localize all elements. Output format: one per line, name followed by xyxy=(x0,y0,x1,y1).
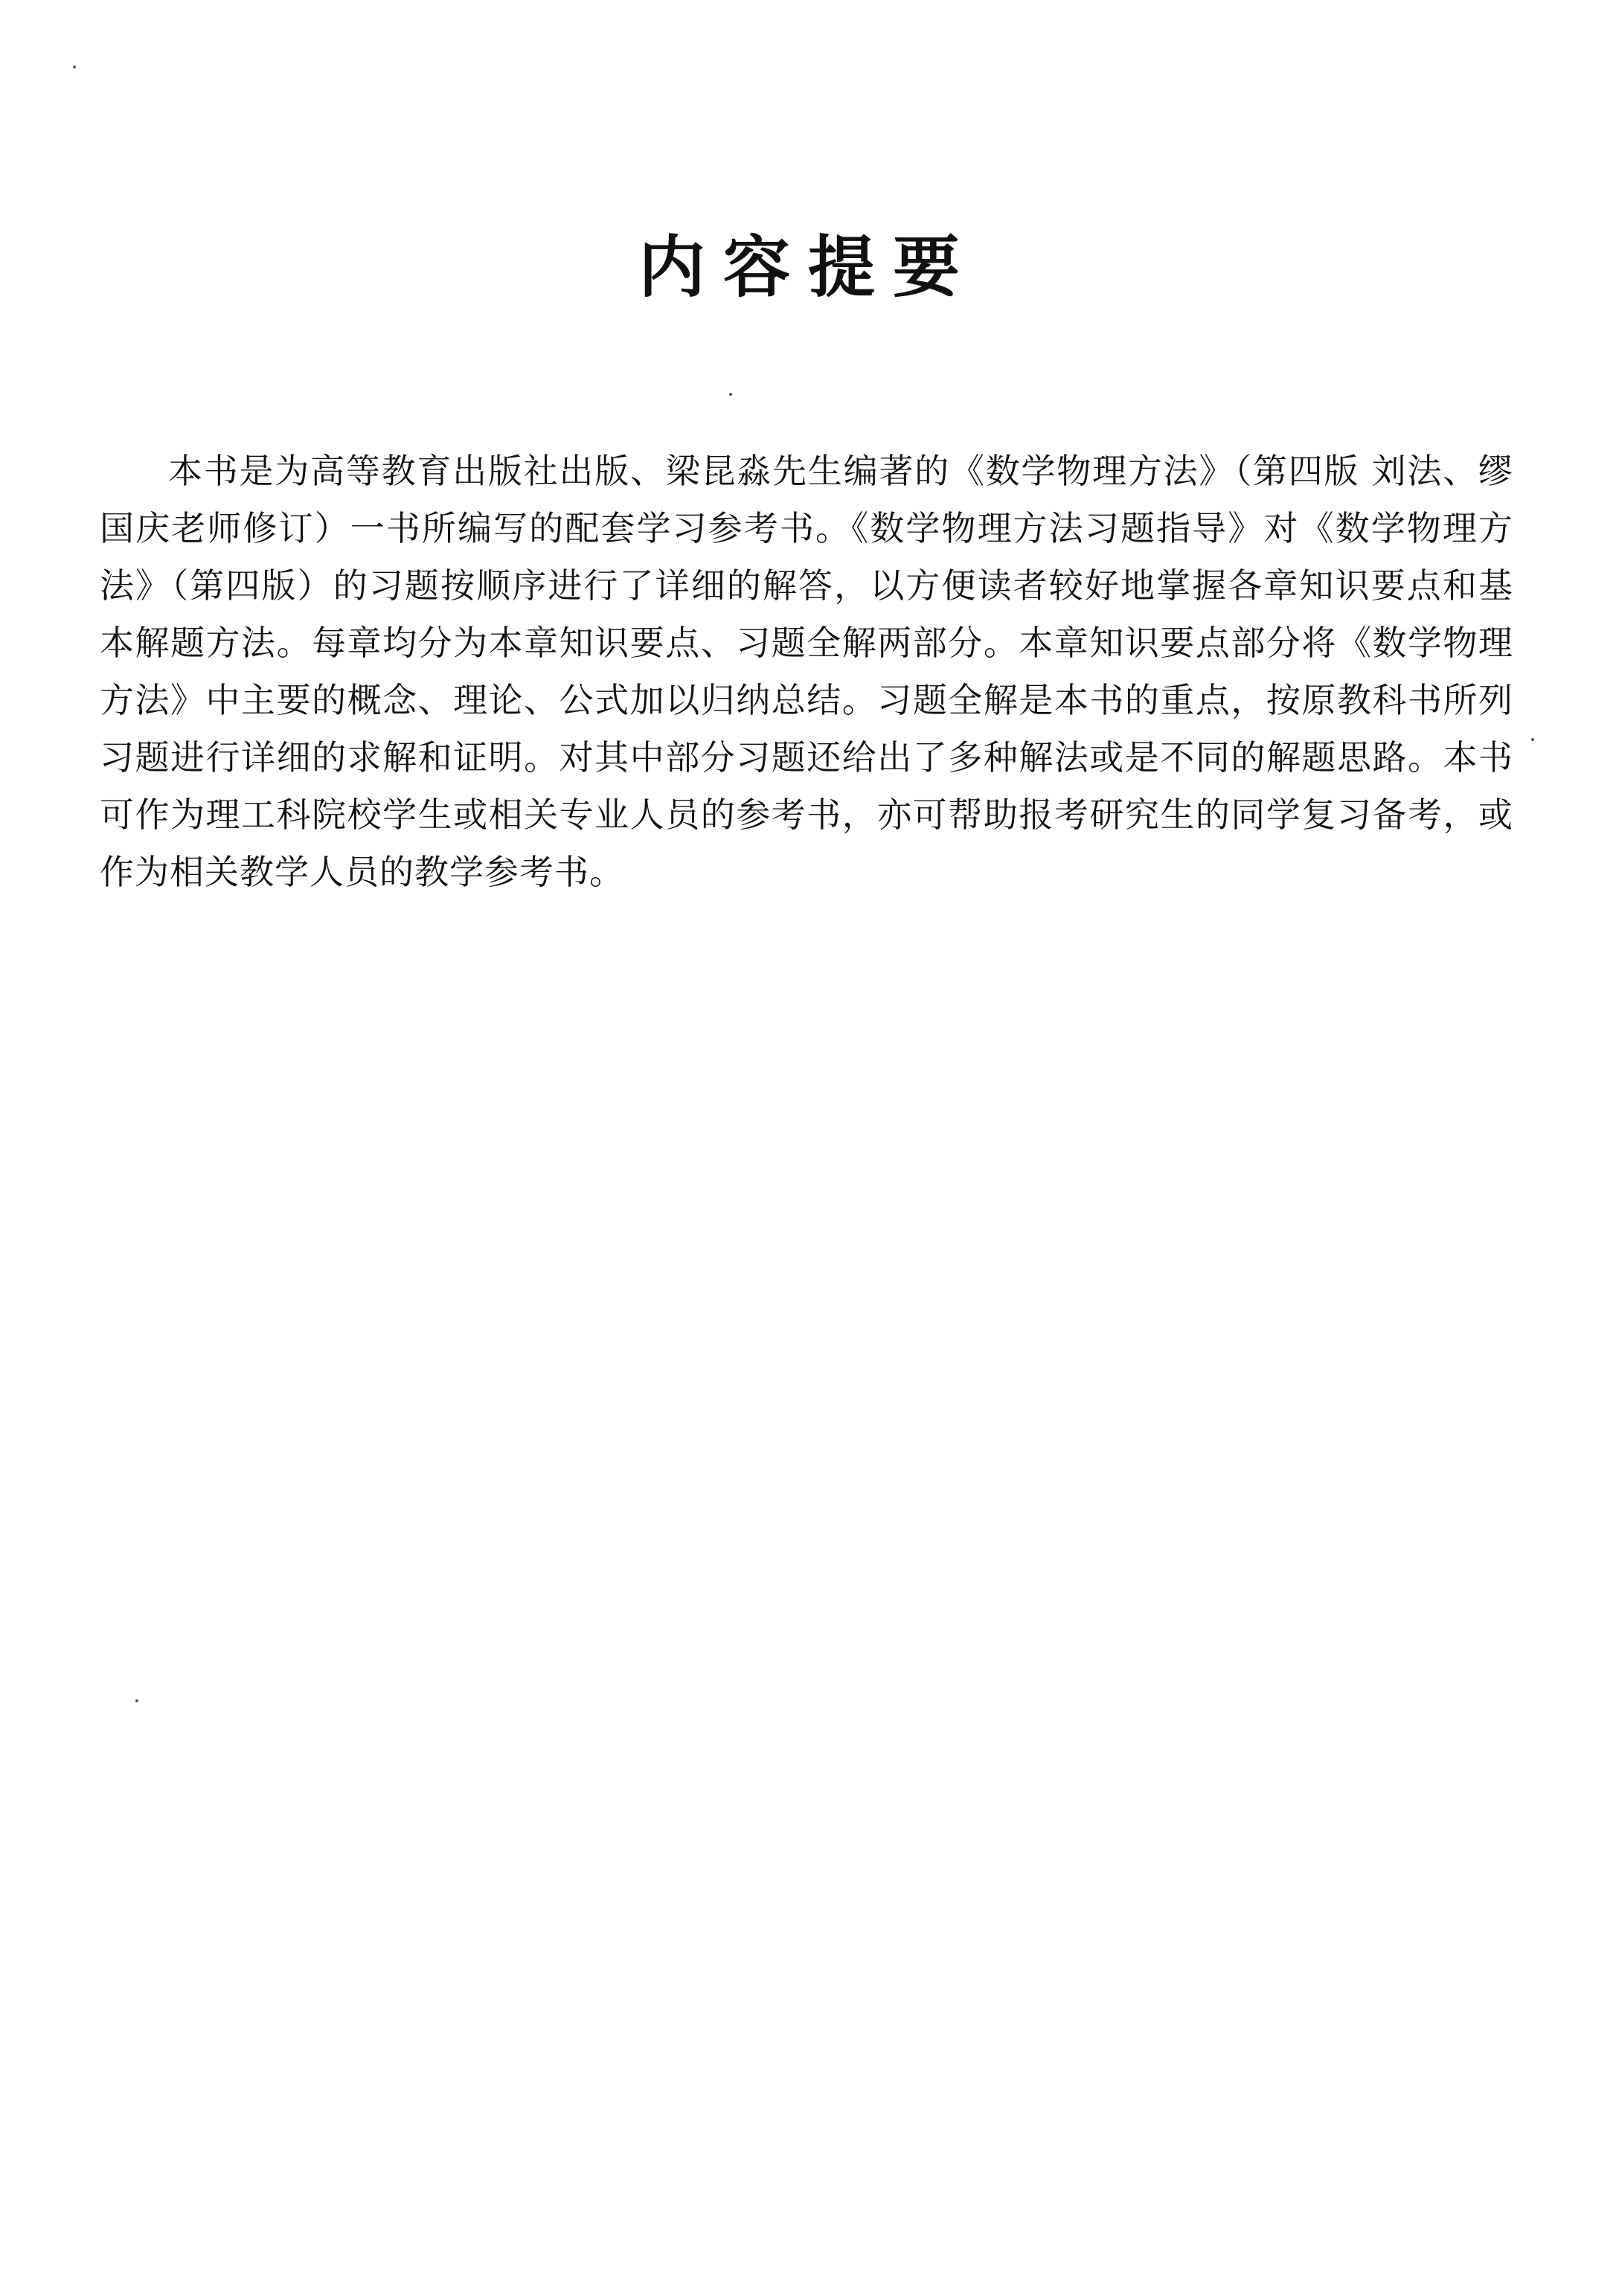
scan-speck xyxy=(73,65,76,68)
scan-speck xyxy=(1531,738,1534,741)
scan-speck xyxy=(135,1699,138,1702)
summary-paragraph: 本书是为高等教育出版社出版、梁昆淼先生编著的《数学物理方法》（第四版 刘法、缪国庆老师修订）一书所编写的配套学习参考书。《数学物理方法习题指导》对《数学物理方法》（第四版）的习题按顺序进行了详细的解答，以方便读者较好地掌握各章知识要点和基本解题方法。每章均分为本章知识要点、习题全解两部分。本章知识要点部分将《数学物理方法》中主要的概念、理论、公式加以归纳总结。习题全解是本书的重点，按原教科书所列习题进行详细的求解和证明。对其中部分习题还给出了多种解法或是不同的解题思路。本书可作为理工科院校学生或相关专业人员的参考书，亦可帮助报考研究生的同学复习备考，或作为相关教学人员的教学参考书。 xyxy=(100,451,1513,892)
scan-speck xyxy=(729,393,732,396)
page-title: 内容提要 xyxy=(638,228,978,307)
